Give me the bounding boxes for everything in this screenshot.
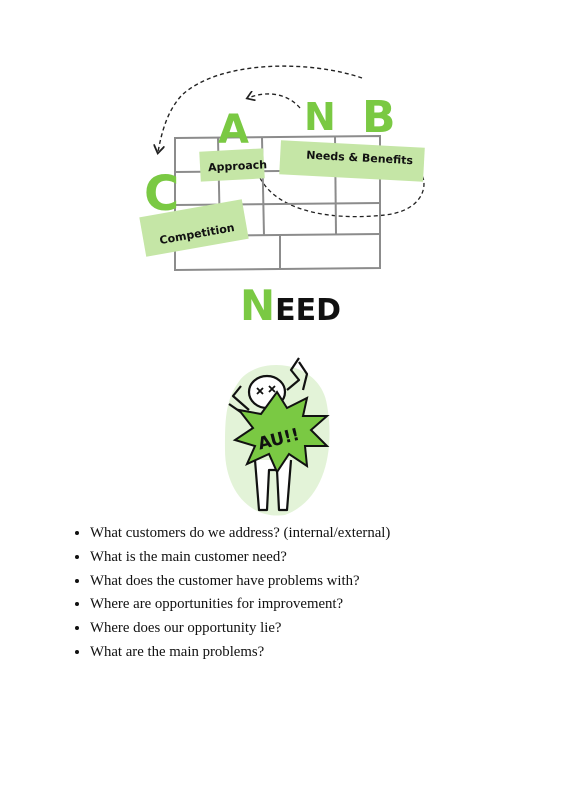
label-competition: Competition xyxy=(158,221,236,248)
label-needs-benefits: Needs & Benefits xyxy=(305,148,414,168)
arrow-top-inner xyxy=(248,94,300,108)
question-list xyxy=(70,522,560,665)
question-item: • What are the main problems? xyxy=(90,641,560,665)
letter-n: N xyxy=(304,95,336,139)
question-item: • Where does our opportunity lie? xyxy=(90,617,560,641)
need-first-letter: N xyxy=(240,281,276,330)
question-item: • What does the customer have problems with? xyxy=(90,570,560,594)
label-approach: Approach xyxy=(207,158,268,175)
need-title xyxy=(240,281,341,330)
letter-a: A xyxy=(218,107,249,153)
question-item: • What is the main customer need? xyxy=(90,546,560,570)
nabc-canvas-diagram xyxy=(130,60,440,335)
question-item: • Where are opportunities for improvement? xyxy=(90,593,560,617)
need-rest: EED xyxy=(275,293,342,328)
pain-figure-illustration xyxy=(215,350,350,520)
letter-c: C xyxy=(144,166,180,222)
question-item: • What customers do we address? (internal/external) xyxy=(90,522,560,546)
letter-b: B xyxy=(362,92,396,143)
shout-text: AU!! xyxy=(256,424,302,455)
